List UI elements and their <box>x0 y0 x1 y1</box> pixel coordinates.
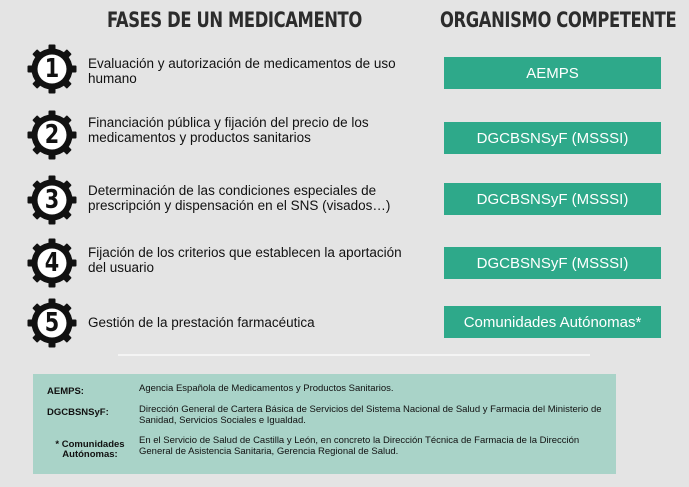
phase-text: Evaluación y autorización de medicamentos de uso humano <box>88 56 396 86</box>
step-row-2 <box>0 110 689 162</box>
legend-definition: Agencia Española de Medicamentos y Productos Sanitarios. <box>139 383 394 394</box>
phase-text: Gestión de la prestación farmacéutica <box>88 315 315 330</box>
organism-badge: DGCBSNSyF (MSSSI) <box>444 122 661 154</box>
organism-badge: Comunidades Autónomas* <box>444 306 661 338</box>
divider <box>118 354 590 356</box>
legend-term: AEMPS: <box>47 386 84 397</box>
phase-text: Determinación de las condiciones especiales de prescripción y dispensación en el SNS (visados…) <box>88 183 391 213</box>
step-row-4 <box>0 238 689 290</box>
organism-badge: DGCBSNSyF (MSSSI) <box>444 183 661 215</box>
organism-badge: AEMPS <box>444 57 661 89</box>
organism-header: ORGANISMO COMPETENTE <box>440 8 677 32</box>
step-row-1 <box>0 44 689 96</box>
legend-term: DGCBSNSyF: <box>47 407 109 418</box>
step-row-5 <box>0 298 689 350</box>
step-number: 5 <box>44 308 60 338</box>
step-number: 2 <box>44 120 60 150</box>
legend-term: * Comunidades Autónomas: <box>55 439 125 460</box>
phases-header: FASES DE UN MEDICAMENTO <box>107 8 362 32</box>
step-number: 1 <box>44 54 60 84</box>
legend-definition: Dirección General de Cartera Básica de Servicios del Sistema Nacional de Salud y Farmacia del Ministerio de Sanidad, Servicios Sociales e Igualdad. <box>139 404 602 426</box>
legend-box <box>33 374 616 474</box>
step-number: 4 <box>44 248 60 278</box>
phase-text: Fijación de los criterios que establecen la aportación del usuario <box>88 245 402 275</box>
organism-badge: DGCBSNSyF (MSSSI) <box>444 247 661 279</box>
step-row-3 <box>0 175 689 227</box>
legend-definition: En el Servicio de Salud de Castilla y León, en concreto la Dirección Técnica de Farmacia de la Dirección General de Asistencia Sanitaria, Gerencia Regional de Salud. <box>139 435 580 457</box>
step-number: 3 <box>44 185 60 215</box>
phase-text: Financiación pública y fijación del precio de los medicamentos y productos sanitarios <box>88 115 369 145</box>
